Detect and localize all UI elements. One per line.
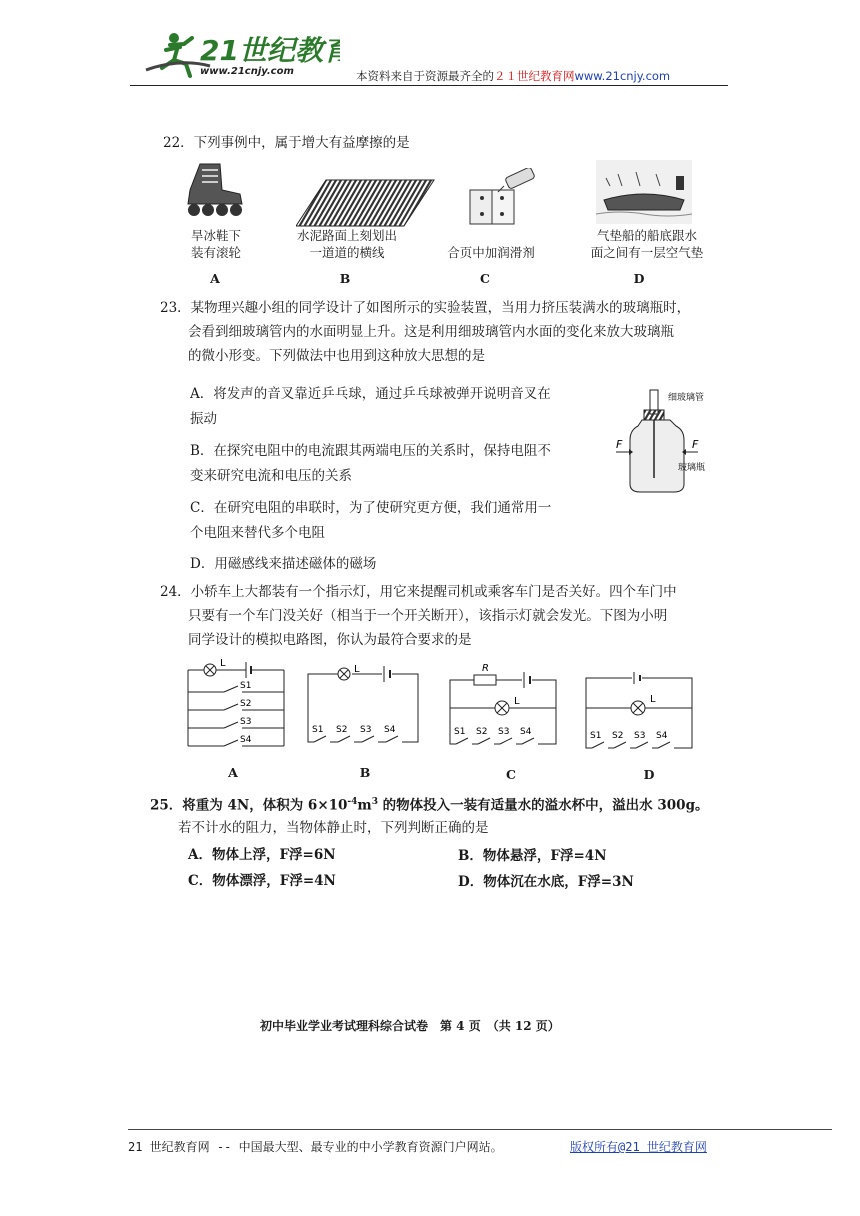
- logo-text: 21世纪教育: [200, 34, 340, 67]
- switch-label-d-3: S3: [634, 731, 646, 741]
- q25-option-d: D．物体沉在水底，F浮=3N: [458, 874, 634, 890]
- page-footer: 初中毕业学业考试理科综合试卷 第 4 页 （共 12 页）: [260, 1019, 560, 1033]
- q24-letter-a: A: [228, 765, 238, 780]
- q23-option-a-2: 振动: [190, 411, 217, 427]
- logo-url: www.21cnjy.com: [200, 66, 294, 77]
- copyright-link[interactable]: 版权所有@21 世纪教育网: [570, 1140, 707, 1154]
- header-divider: [130, 85, 728, 86]
- switch-label-b-2: S2: [336, 725, 348, 735]
- resistor-label-c: R: [482, 663, 489, 674]
- q23-option-c-2: 个电阻来替代多个电阻: [190, 525, 325, 541]
- q25-option-a: A．物体上浮，F浮=6N: [188, 847, 336, 863]
- url-link[interactable]: www.21cnjy.com: [574, 69, 671, 83]
- q23-option-d: D．用磁感线来描述磁体的磁场: [190, 556, 377, 572]
- q23-stem-3: 的微小形变。下列做法中也用到这种放大思想的是: [188, 348, 485, 364]
- circuit-b: [304, 660, 424, 750]
- q24-letter-c: C: [506, 767, 516, 782]
- q22-image-c: [462, 168, 542, 232]
- q23-option-a-1: A．将发声的音叉靠近乒乓球，通过乒乓球被弹开说明音叉在: [190, 386, 551, 402]
- q22-image-d: [596, 160, 692, 228]
- footer-divider: [128, 1129, 832, 1130]
- force-label-right: F: [692, 438, 699, 451]
- q22-letter-c: C: [480, 271, 490, 286]
- switch-label-a-3: S3: [240, 717, 252, 727]
- tube-label: 细玻璃管: [668, 393, 705, 403]
- q22-caption-b: 水泥路面上刻划出 一道道的横线: [296, 228, 397, 260]
- site-logo: [140, 20, 340, 86]
- lamp-label-b: L: [354, 664, 360, 675]
- lamp-label-c: L: [514, 696, 520, 707]
- q23-stem-1: 23．某物理兴趣小组的同学设计了如图所示的实验装置，当用力挤压装满水的玻璃瓶时，: [160, 300, 691, 316]
- q22-image-a: [180, 160, 250, 224]
- switch-label-a-1: S1: [240, 681, 252, 691]
- q25-option-b: B．物体悬浮，F浮=4N: [458, 848, 607, 864]
- switch-label-c-3: S3: [498, 727, 510, 737]
- q23-option-b-2: 变来研究电流和电压的关系: [190, 468, 352, 484]
- switch-label-c-2: S2: [476, 727, 488, 737]
- q22-caption-a: 旱冰鞋下 装有滚轮: [190, 228, 241, 260]
- q22-letter-d: D: [633, 271, 645, 286]
- circuit-d: [582, 672, 700, 756]
- site-link[interactable]: ２１世纪教育网: [494, 69, 575, 83]
- switch-label-d-4: S4: [656, 731, 668, 741]
- q22-letter-a: A: [210, 271, 220, 286]
- switch-label-b-4: S4: [384, 725, 396, 735]
- q22-letter-b: B: [339, 271, 351, 286]
- q22-image-b: [296, 178, 436, 232]
- lamp-label-a: L: [220, 658, 226, 669]
- switch-label-b-3: S3: [360, 725, 372, 735]
- q25-stem-2: 若不计水的阻力，当物体静止时，下列判断正确的是: [178, 820, 489, 836]
- force-label-left: F: [616, 438, 623, 451]
- q24-stem-2: 只要有一个车门没关好（相当于一个开关断开），该指示灯就会发光。下图为小明: [188, 608, 668, 624]
- footer-site-note: 21 世纪教育网 -- 中国最大型、最专业的中小学教育资源门户网站。: [128, 1140, 503, 1154]
- switch-label-a-2: S2: [240, 699, 252, 709]
- lamp-label-d: L: [650, 694, 656, 705]
- q23-stem-2: 会看到细玻璃管内的水面明显上升。这是利用细玻璃管内水面的变化来放大玻璃瓶: [188, 324, 674, 340]
- q23-bottle-figure: [612, 388, 722, 502]
- switch-label-a-4: S4: [240, 735, 252, 745]
- q22-caption-d: 气垫船的船底跟水 面之间有一层空气垫: [590, 228, 704, 260]
- bottle-label: 玻璃瓶: [678, 463, 706, 473]
- q24-stem-3: 同学设计的模拟电路图，你认为最符合要求的是: [188, 632, 472, 648]
- switch-label-c-4: S4: [520, 727, 532, 737]
- switch-label-c-1: S1: [454, 727, 466, 737]
- switch-label-d-2: S2: [612, 731, 624, 741]
- circuit-c: [446, 660, 564, 750]
- q24-stem-1: 24．小轿车上大都装有一个指示灯，用它来提醒司机或乘客车门是否关好。四个车门中: [160, 584, 677, 600]
- switch-label-d-1: S1: [590, 731, 602, 741]
- q23-option-b-1: B．在探究电阻中的电流跟其两端电压的关系时，保持电阻不: [190, 443, 551, 459]
- q24-letter-d: D: [643, 767, 655, 782]
- q24-letter-b: B: [359, 765, 371, 780]
- q22-stem: 22．下列事例中，属于增大有益摩擦的是: [163, 135, 410, 151]
- q23-option-c-1: C．在研究电阻的串联时，为了使研究更方便，我们通常用一: [190, 500, 552, 516]
- q25-option-c: C．物体漂浮，F浮=4N: [188, 873, 336, 889]
- circuit-a: [184, 658, 294, 758]
- q25-stem-1: 25．将重为 4N，体积为 $6\times 10^{-4}m^3$ 的物体投入一装有适量水的溢水杯中，溢出水 300g。: [150, 797, 709, 814]
- header-note: 本资料来自于资源最齐全的２１世纪教育网www.21cnjy.com: [356, 69, 671, 83]
- switch-label-b-1: S1: [312, 725, 324, 735]
- q22-caption-c: 合页中加润滑剂: [447, 245, 535, 260]
